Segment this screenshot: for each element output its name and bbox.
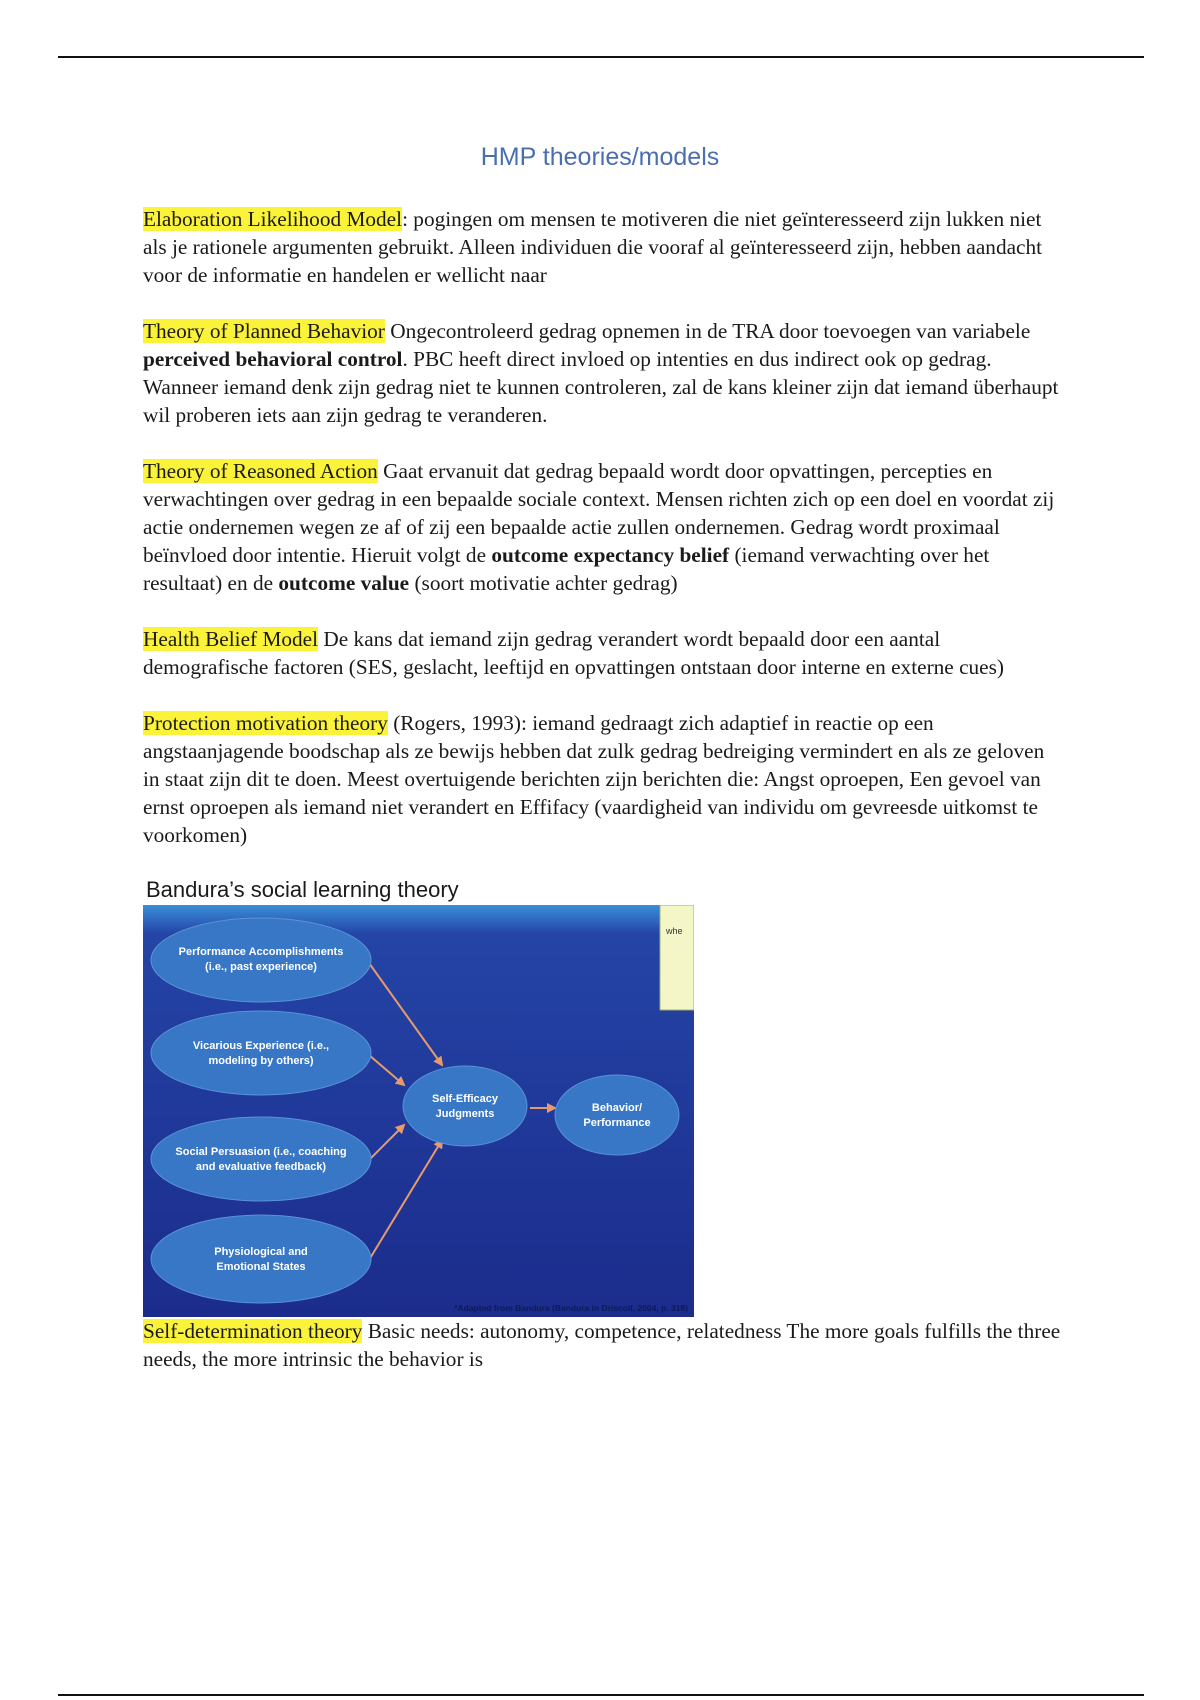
- source-node-label: Vicarious Experience (i.e.,: [192, 1040, 330, 1052]
- theory-term: Self-determination theory: [143, 1319, 363, 1343]
- source-node-vicarious: [151, 1011, 371, 1095]
- source-node-performance: [151, 918, 371, 1002]
- theory-entry: [143, 205, 1061, 289]
- theory-entry: [143, 457, 1061, 597]
- theory-term: Theory of Planned Behavior: [143, 319, 385, 343]
- source-node-label: (i.e., past experience): [205, 961, 317, 973]
- center-node-self-efficacy: [403, 1066, 527, 1146]
- theory-entry: [143, 625, 1061, 681]
- theory-description: (iemand verwachting over het resultaat) en de: [143, 543, 990, 595]
- figure-title: Bandura’s social learning theory: [146, 877, 459, 902]
- document-title: HMP theories/models: [480, 143, 720, 171]
- bold-term: outcome value: [278, 571, 410, 595]
- theory-description: (soort motivatie achter gedrag): [409, 571, 678, 595]
- theory-term: Elaboration Likelihood Model: [143, 207, 403, 231]
- theory-description: . PBC heeft direct invloed op intenties en dus indirect ook op gedrag. Wanneer iemand denk zijn gedrag niet te kunnen controleren, zal de kans kleiner zijn dat iemand überhaupt wil proberen iets aan zijn gedrag te veranderen.: [143, 347, 1059, 427]
- figure-credit: *Adapted from Bandura (Bandura in Driscoll, 2004, p. 318): [454, 1303, 688, 1313]
- source-node-persuasion: [151, 1117, 371, 1201]
- bold-term: perceived behavioral control: [143, 347, 403, 371]
- center-node-label: Self-Efficacy: [431, 1093, 499, 1105]
- source-node-label: Emotional States: [216, 1261, 306, 1273]
- source-node-label: and evaluative feedback): [195, 1161, 327, 1173]
- outcome-node-label: Performance: [583, 1117, 651, 1129]
- corner-note-text: whe: [666, 926, 683, 936]
- document-body: [143, 205, 1061, 1401]
- source-node-label: Social Persuasion (i.e., coaching: [175, 1146, 347, 1158]
- outcome-node-behavior: [555, 1075, 679, 1155]
- theory-description: Gaat ervanuit dat gedrag bepaald wordt door opvattingen, percepties en verwachtingen over gedrag in een bepaalde sociale context. Mensen richten zich op een doel en voordat zij actie ondernemen wegen ze af of zij een bepaalde actie zullen ondernemen. Gedrag wordt proximaal beïnvloed door intentie. Hieruit volgt de: [143, 459, 1055, 567]
- theory-entry-self-determination: [143, 1317, 1061, 1373]
- theory-description: Ongecontroleerd gedrag opnemen in de TRA door toevoegen van variabele: [384, 319, 1031, 343]
- theory-term: Theory of Reasoned Action: [143, 459, 378, 483]
- theory-list: [143, 205, 1061, 849]
- source-node-physiological: [151, 1215, 371, 1303]
- corner-note-box: [660, 905, 694, 1010]
- theory-entry: [143, 709, 1061, 849]
- bandura-diagram: [143, 905, 694, 1317]
- theory-description: (Rogers, 1993): iemand gedraagt zich adaptief in reactie op een angstaanjagende boodschap als ze bewijs hebben dat zulk gedrag bedreiging vermindert en als ze geloven in staat zijn dit te doen. Meest overtuigende berichten zijn berichten die: Angst oproepen, Een gevoel van ernst oproepen als iemand niet verandert en Effifacy (vaardigheid van individu om gevreesde uitkomst te voorkomen): [143, 711, 1045, 847]
- source-node-label: Performance Accomplishments: [178, 946, 344, 958]
- outcome-node-label: Behavior/: [591, 1102, 643, 1114]
- source-node-label: modeling by others): [208, 1055, 314, 1067]
- theory-description: De kans dat iemand zijn gedrag verandert wordt bepaald door een aantal demografische factoren (SES, geslacht, leeftijd en opvattingen ontstaan door interne en externe cues): [143, 627, 1005, 679]
- theory-description: : pogingen om mensen te motiveren die niet geïnteresseerd zijn lukken niet als je rationele argumenten gebruikt. Alleen individuen die vooraf al geïnteresseerd zijn, hebben aandacht voor de informatie en handelen er wellicht naar: [143, 207, 1043, 287]
- source-node-label: Physiological and: [214, 1246, 308, 1258]
- theory-term: Protection motivation theory: [143, 711, 388, 735]
- bold-term: outcome expectancy belief: [491, 543, 730, 567]
- theory-entry: [143, 317, 1061, 429]
- footer-rule: [58, 1694, 1144, 1696]
- theory-description: Basic needs: autonomy, competence, relatedness The more goals fulfills the three needs, the more intrinsic the behavior is: [143, 1319, 1061, 1371]
- header-rule: [58, 56, 1144, 58]
- theory-term: Health Belief Model: [143, 627, 319, 651]
- center-node-label: Judgments: [435, 1108, 495, 1120]
